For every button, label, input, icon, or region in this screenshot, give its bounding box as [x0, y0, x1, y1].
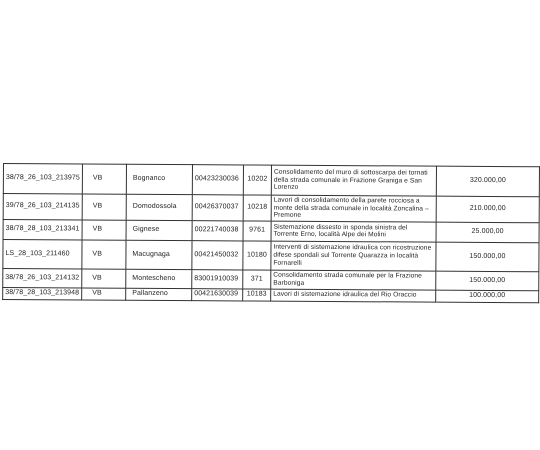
project-code-cell: 38/78_26_103_214132: [3, 268, 82, 287]
amount-cell: 25.000,00: [436, 222, 539, 243]
fiscal-code-cell: 83001910039: [192, 269, 243, 288]
province-cell: VB: [82, 164, 126, 194]
id-number-cell: 10218: [243, 195, 271, 221]
municipality-cell: Montescheno: [126, 269, 192, 288]
project-code-cell: LS_28_103_211460: [3, 239, 82, 268]
id-number-cell: 10183: [243, 289, 271, 301]
project-code-cell: 38/78_26_103_213975: [3, 164, 82, 194]
province-cell: VB: [82, 220, 126, 240]
description-cell: Lavori di sistemazione idraulica del Rio Oraccio: [271, 289, 436, 302]
province-cell: VB: [82, 288, 126, 300]
fiscal-code-cell: 00421450032: [192, 240, 243, 269]
fiscal-code-cell: 00423230036: [192, 165, 243, 195]
municipality-cell: Pallanzeno: [126, 288, 192, 300]
id-number-cell: 371: [243, 270, 271, 289]
table-row: [3, 239, 539, 271]
municipality-cell: Gignese: [126, 220, 192, 240]
amount-cell: 150.000,00: [436, 271, 539, 291]
amount-cell: 320.000,00: [436, 166, 539, 197]
amount-cell: 150.000,00: [436, 242, 539, 272]
table-row: [3, 194, 539, 223]
description-cell: Lavori di consolidamento della parete rocciosa a monte della strada comunale in località Zoncalina – Premone: [271, 195, 436, 222]
fiscal-code-cell: 00221740038: [192, 220, 243, 240]
description-cell: Consolidamento del muro di sottoscarpa dei tornati della strada comunale in Frazione Graniga e San Lorenzo: [271, 165, 436, 196]
municipality-cell: Macugnaga: [126, 240, 192, 269]
description-cell: Consolidamento strada comunale per la Frazione Barboniga: [271, 270, 436, 290]
funding-table: [2, 163, 540, 303]
table-row: [3, 164, 539, 197]
table-row: [3, 287, 539, 302]
project-code-cell: 38/78_28_103_213948: [3, 287, 82, 299]
amount-cell: 210.000,00: [436, 196, 539, 222]
fiscal-code-cell: 00421630039: [192, 288, 243, 300]
province-cell: VB: [82, 194, 126, 220]
province-cell: VB: [82, 240, 126, 269]
amount-cell: 100.000,00: [436, 290, 539, 303]
municipality-cell: Domodossola: [126, 194, 192, 220]
province-cell: VB: [82, 269, 126, 288]
fiscal-code-cell: 00426370037: [192, 195, 243, 221]
id-number-cell: 10180: [243, 241, 271, 270]
description-cell: Sistemazione dissesto in sponda sinistra del Torrente Erno, località Alpe dei Molini: [271, 221, 436, 242]
project-code-cell: 38/78_28_103_213341: [3, 219, 82, 239]
project-code-cell: 39/78_26_103_214135: [3, 194, 82, 220]
id-number-cell: 9761: [243, 221, 271, 241]
description-cell: Interventi di sistemazione idraulica con ricostruzione difese spondali sul Torrente Quarazza in località Fornarelli: [271, 241, 436, 271]
municipality-cell: Bognanco: [126, 164, 192, 194]
id-number-cell: 10202: [243, 165, 271, 195]
